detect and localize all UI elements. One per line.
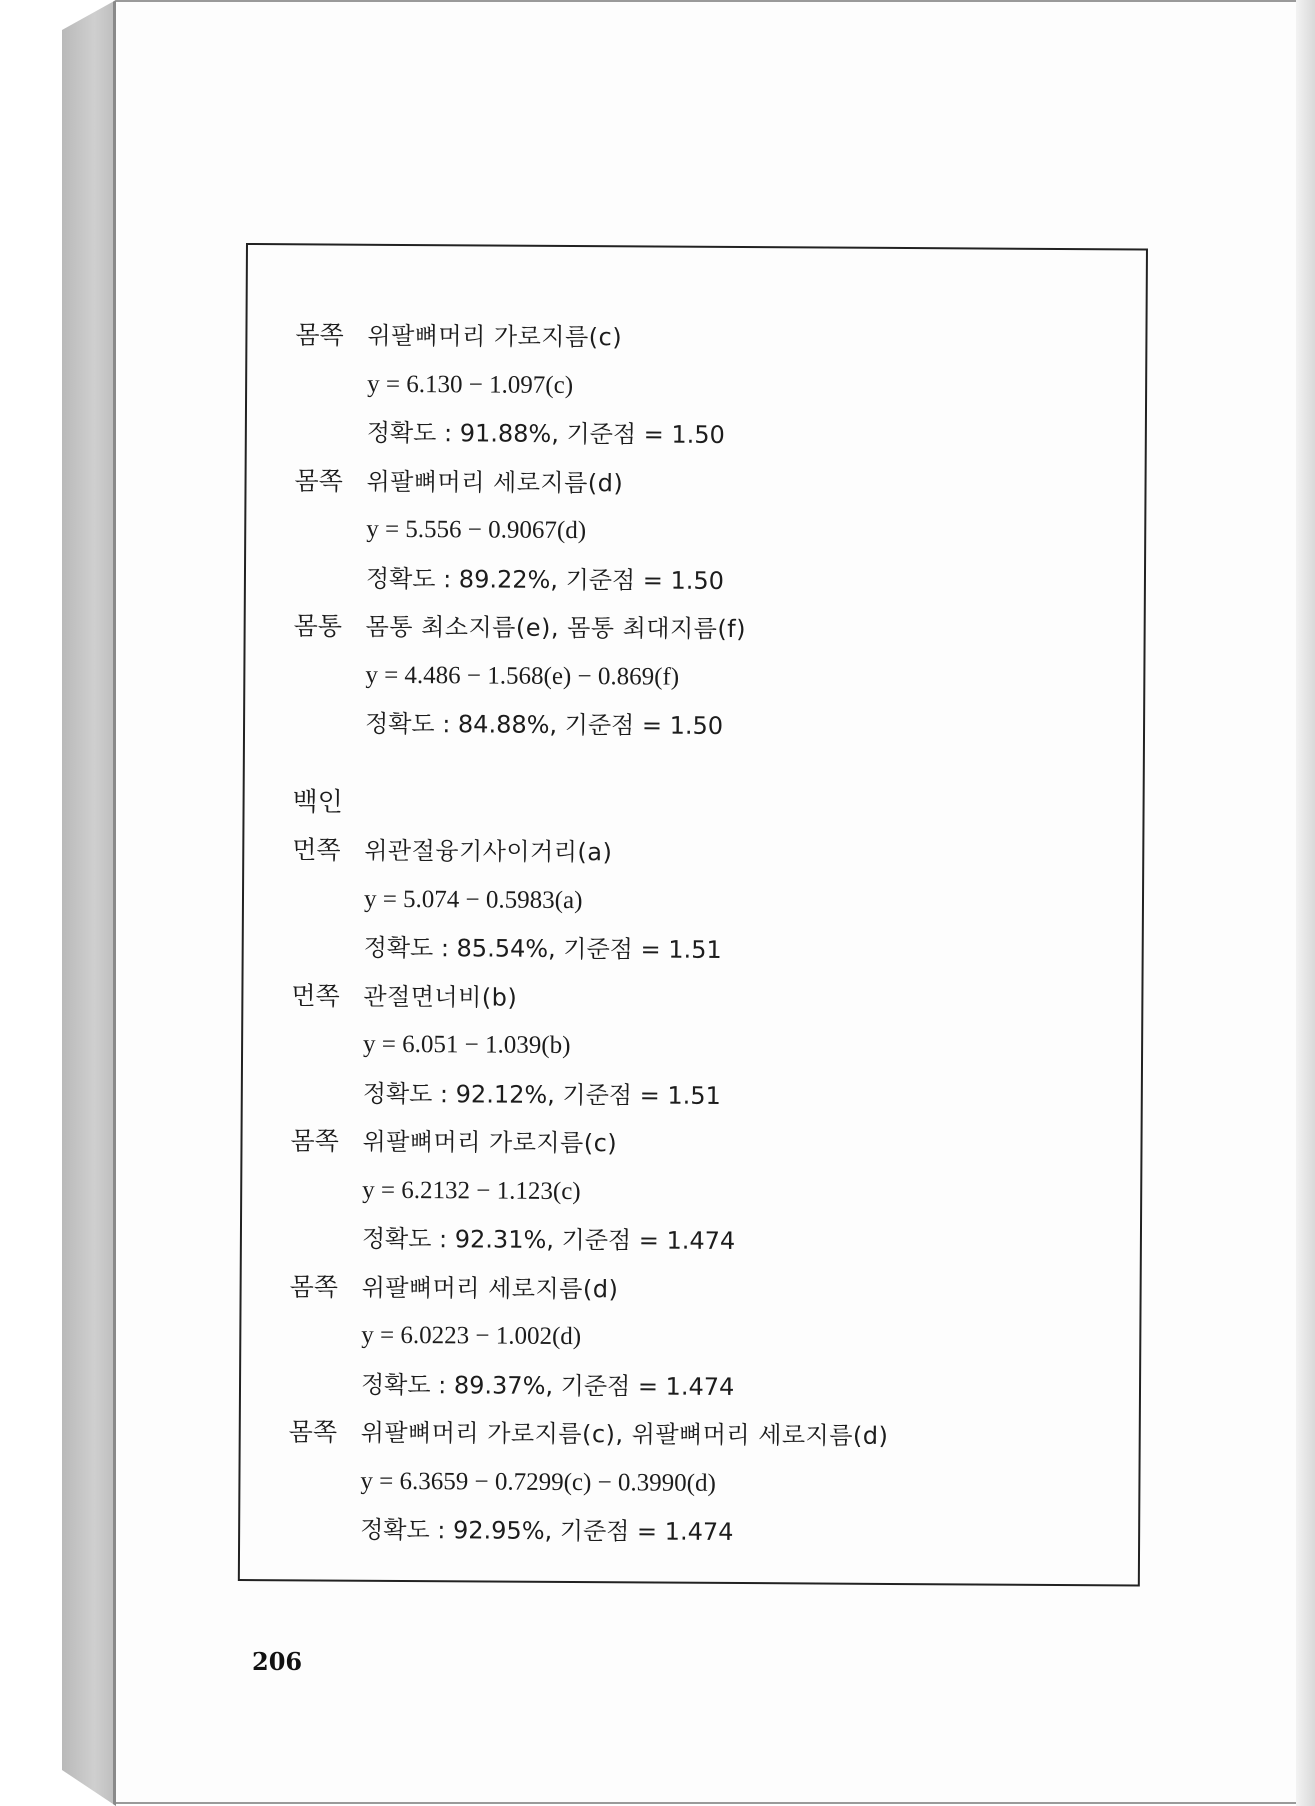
entry-label: 관절면너비(b): [363, 982, 518, 1012]
entry-label: 몸통 최소지름(e), 몸통 최대지름(f): [365, 612, 747, 644]
entry-heading: [292, 826, 1122, 880]
entry-label: 위팔뼈머리 세로지름(d): [366, 467, 624, 497]
entry-tag: 몸쪽: [290, 1126, 339, 1156]
entry-heading: [294, 602, 1124, 656]
entry-accuracy: 정확도 : 84.88%, 기준점 = 1.50: [364, 709, 724, 740]
entry-tag: 몸통: [293, 611, 343, 641]
entry-label: 위관절융기사이거리(a): [364, 836, 613, 867]
section-title: 백인: [292, 786, 343, 818]
formula-box: [238, 243, 1148, 1586]
entry-tag: 몸쪽: [288, 1417, 338, 1447]
entry-accuracy: 정확도 : 89.22%, 기준점 = 1.50: [365, 564, 725, 595]
page-number: 206: [252, 1647, 303, 1676]
entry-tag: 몸쪽: [289, 1271, 339, 1302]
entry-heading: [289, 1408, 1119, 1462]
entry-label: 위팔뼈머리 가로지름(c): [367, 321, 623, 352]
entry-formula: y = 6.051 − 1.039(b): [363, 1030, 571, 1059]
entry-heading: [291, 972, 1121, 1026]
entry-formula: y = 5.556 − 0.9067(d): [366, 515, 587, 545]
entry-label: 위팔뼈머리 가로지름(c), 위팔뼈머리 세로지름(d): [360, 1418, 889, 1450]
entry-formula: y = 5.074 − 0.5983(a): [363, 885, 583, 914]
page-edge: [1296, 0, 1315, 1806]
entry-label: 위팔뼈머리 가로지름(c): [362, 1127, 618, 1158]
entry-heading: [289, 1263, 1119, 1317]
entry-formula: y = 6.130 − 1.097(c): [367, 370, 574, 399]
entry-tag: 먼쪽: [292, 835, 341, 865]
entry-label: 위팔뼈머리 세로지름(d): [361, 1273, 619, 1303]
entry-accuracy: 정확도 : 91.88%, 기준점 = 1.50: [366, 418, 725, 449]
entry-accuracy: 정확도 : 92.31%, 기준점 = 1.474: [361, 1224, 736, 1256]
entry-accuracy: 정확도 : 85.54%, 기준점 = 1.51: [363, 933, 722, 964]
entry-accuracy: 정확도 : 92.95%, 기준점 = 1.474: [360, 1515, 734, 1547]
entry-heading: [294, 457, 1124, 511]
entry-accuracy: 정확도 : 89.37%, 기준점 = 1.474: [360, 1370, 735, 1401]
entry-formula: y = 6.2132 − 1.123(c): [362, 1176, 581, 1205]
formula-list: [288, 311, 1126, 1559]
entry-formula: y = 6.0223 − 1.002(d): [361, 1321, 582, 1351]
entry-accuracy: 정확도 : 92.12%, 기준점 = 1.51: [362, 1079, 721, 1110]
entry-formula: y = 4.486 − 1.568(e) − 0.869(f): [365, 661, 680, 691]
book-spine: [62, 0, 116, 1806]
entry-formula: y = 6.3659 − 0.7299(c) − 0.3990(d): [360, 1467, 716, 1497]
entry-heading: [290, 1117, 1120, 1171]
entry-tag: 먼쪽: [291, 980, 340, 1011]
entry-tag: 몸쪽: [294, 465, 343, 496]
entry-heading: [295, 311, 1125, 365]
entry-tag: 몸쪽: [295, 320, 344, 350]
